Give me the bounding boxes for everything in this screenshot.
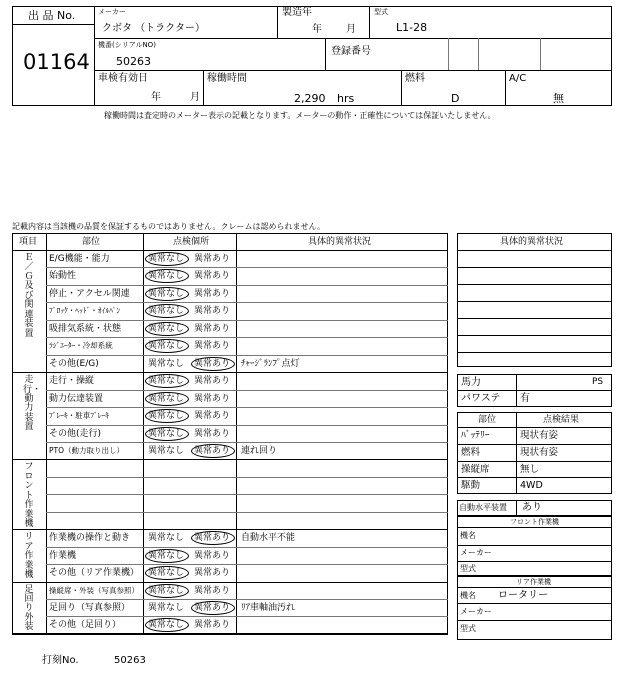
header-divider-year xyxy=(277,6,278,38)
check-ng-option: 異常あり xyxy=(194,271,231,282)
check-ng-option: 異常あり xyxy=(194,568,231,579)
result-circle xyxy=(145,566,189,580)
rear-implement-line xyxy=(457,620,612,621)
row-part-label: 操縦席・外装（写真参照） xyxy=(49,585,139,595)
detail-panel-line xyxy=(457,267,612,268)
table-col-line xyxy=(46,233,47,634)
header-divider-lot xyxy=(94,6,95,106)
table-row-line xyxy=(12,634,448,635)
check-value: 現状有姿 xyxy=(520,446,559,458)
result-circle xyxy=(145,409,189,423)
header-row-line-1 xyxy=(94,38,612,39)
header-divider-reg-2 xyxy=(448,38,449,70)
check-ok-option: 異常なし xyxy=(148,341,185,352)
table-col-line xyxy=(236,233,237,634)
check-value: 4WD xyxy=(520,480,543,492)
hours-unit: hrs xyxy=(337,92,355,105)
check-part-header: 部位 xyxy=(478,415,497,425)
rear-implement-title: リア作業機 xyxy=(516,578,551,586)
header-divider-reg-4 xyxy=(540,38,541,70)
check-line xyxy=(457,461,612,462)
rear-implement-line xyxy=(457,587,612,588)
check-ok-option: 異常なし xyxy=(148,376,185,387)
table-row-line xyxy=(12,372,448,373)
front-maker-label: メーカー xyxy=(460,548,492,557)
month-unit: 月 xyxy=(346,24,356,35)
table-row-line xyxy=(46,355,448,356)
check-ng-option: 異常あり xyxy=(194,428,231,439)
front-implement-title: フロント作業機 xyxy=(510,518,559,526)
check-line xyxy=(457,427,612,428)
header-divider-reg xyxy=(325,38,326,70)
row-detail: 連れ回り xyxy=(241,445,278,456)
check-label: ﾊﾞｯﾃﾘｰ xyxy=(461,430,490,441)
row-part-label: 停止・アクセル関連 xyxy=(49,288,130,299)
row-part-label: E/G機能・能力 xyxy=(49,254,110,264)
header-divider-ac xyxy=(505,70,506,106)
year-label: 製造年 xyxy=(282,7,312,18)
inspection-label: 車検有効日 xyxy=(98,73,148,84)
header-frame xyxy=(12,6,612,106)
power-steering-value: 有 xyxy=(520,393,530,404)
rear-name-value: ロータリー xyxy=(498,590,548,601)
check-ng-option: 異常あり xyxy=(194,620,231,631)
row-detail: ﾁｬｰｼﾞﾗﾝﾌﾟ点灯 xyxy=(241,358,300,369)
detail-panel-line xyxy=(457,318,612,319)
row-part-label: 走行・操縦 xyxy=(49,376,95,387)
check-ok-option: 異常なし xyxy=(148,568,185,579)
table-row-line xyxy=(46,599,448,600)
check-label: 駆動 xyxy=(461,480,481,492)
inspection-year-unit: 年 xyxy=(151,92,161,103)
lot-number-label: 出 品 No. xyxy=(28,9,76,22)
rear-implement-line xyxy=(457,603,612,604)
row-part-label: ﾌﾞﾛｯｸ・ﾍｯﾄﾞ・ｵｲﾙﾊﾟﾝ xyxy=(49,306,121,316)
model-value: L1-28 xyxy=(396,21,428,34)
table-row-line xyxy=(46,302,448,303)
front-name-label: 機名 xyxy=(460,531,476,540)
stamp-label: 打刻No. xyxy=(42,655,79,666)
detail-panel-line xyxy=(457,250,612,251)
check-ng-option: 異常あり xyxy=(194,533,231,544)
row-part-label: ﾗｼﾞｴｰﾀｰ・冷却系統 xyxy=(49,341,113,351)
hours-value: 2,290 xyxy=(294,92,326,105)
fuel-value: D xyxy=(451,92,460,105)
check-ng-option: 異常あり xyxy=(194,358,231,369)
group-label: フロント作業機 xyxy=(24,462,34,530)
result-circle xyxy=(191,444,235,458)
spec-line xyxy=(457,390,612,391)
check-ng-option: 異常あり xyxy=(194,254,231,264)
table-row-line xyxy=(46,477,448,478)
col-item-header: 項目 xyxy=(19,237,38,247)
col-part-header: 部位 xyxy=(82,237,101,247)
row-part-label: 作業機 xyxy=(49,550,77,561)
header-divider-fuel xyxy=(401,70,402,106)
table-row-line xyxy=(46,320,448,321)
group-label: リア作業機 xyxy=(24,532,34,580)
header-divider-reg-3 xyxy=(478,38,479,70)
hp-label: 馬力 xyxy=(461,377,481,388)
row-part-label: 始動性 xyxy=(49,271,77,282)
front-implement-line xyxy=(457,545,612,546)
table-row-line xyxy=(46,547,448,548)
check-ok-option: 異常なし xyxy=(148,393,185,404)
check-ng-option: 異常あり xyxy=(194,323,231,334)
registration-label: 登録番号 xyxy=(331,46,371,57)
table-col-line xyxy=(143,233,144,634)
group-label: 足回り外装 xyxy=(24,584,34,633)
group-label: Ｅ／Ｇ及び関連装置 xyxy=(24,253,34,339)
auto-level-label: 自動水平装置 xyxy=(459,503,507,512)
front-model-label: 型式 xyxy=(460,564,476,573)
row-part-label: 足回り（写真参照） xyxy=(49,603,131,613)
ac-value: 無 xyxy=(553,92,564,105)
check-ok-option: 異常なし xyxy=(148,550,185,561)
hours-label: 稼働時間 xyxy=(207,73,247,84)
rear-name-label: 機名 xyxy=(460,591,476,600)
rear-maker-label: メーカー xyxy=(460,607,492,616)
check-value: 現状有姿 xyxy=(520,430,559,441)
result-circle xyxy=(145,584,189,598)
detail-panel-line xyxy=(457,284,612,285)
check-ok-option: 異常なし xyxy=(148,428,185,439)
row-detail: 自動水平不能 xyxy=(241,533,296,544)
check-ok-option: 異常なし xyxy=(148,306,185,317)
row-part-label: 動力伝達装置 xyxy=(49,393,104,404)
check-ng-option: 異常あり xyxy=(194,603,231,613)
check-ok-option: 異常なし xyxy=(148,533,185,544)
hp-value: PS xyxy=(592,377,604,387)
table-row-line xyxy=(12,459,448,460)
table-row-line xyxy=(46,425,448,426)
ac-label: A/C xyxy=(509,73,527,84)
check-ng-option: 異常あり xyxy=(194,306,231,317)
lot-number: 01164 xyxy=(23,50,90,74)
table-row-line xyxy=(46,267,448,268)
check-ok-option: 異常なし xyxy=(148,603,185,613)
detail-panel-line xyxy=(457,352,612,353)
check-ng-option: 異常あり xyxy=(194,288,231,299)
check-ok-option: 異常なし xyxy=(148,445,185,456)
fuel-label: 燃料 xyxy=(405,73,425,84)
maker-value: クボタ （トラクター） xyxy=(102,23,205,34)
power-steering-label: パワステ xyxy=(461,393,501,404)
serial-value: 50263 xyxy=(116,55,151,68)
check-ng-option: 異常あり xyxy=(194,585,231,596)
row-part-label: 吸排気系統・状態 xyxy=(49,323,122,334)
check-col-line xyxy=(516,412,517,494)
stamp-value: 50263 xyxy=(114,655,146,666)
row-detail: ﾘｱ車軸油汚れ xyxy=(241,603,296,613)
table-row-line xyxy=(46,494,448,495)
result-circle xyxy=(145,427,189,441)
table-header-line xyxy=(12,250,448,251)
check-result-header: 点検結果 xyxy=(543,415,580,425)
table-row-line xyxy=(12,582,448,583)
front-implement-line xyxy=(457,561,612,562)
check-line xyxy=(457,444,612,445)
check-ok-option: 異常なし xyxy=(148,585,185,596)
check-ng-option: 異常あり xyxy=(194,550,231,561)
row-part-label: その他（足回り） xyxy=(49,620,122,631)
result-circle xyxy=(145,252,189,266)
result-circle xyxy=(191,601,235,615)
check-line xyxy=(457,477,612,478)
maker-label: メーカー xyxy=(98,8,126,16)
check-ng-option: 異常あり xyxy=(194,393,231,404)
auto-level-col-line xyxy=(516,500,517,516)
row-part-label: その他(走行) xyxy=(49,428,102,439)
detail-panel xyxy=(457,233,612,367)
hours-note: 稼働時間は査定時のメーター表示の記載となります。メーターの動作・正確性については保証いたしません。 xyxy=(104,111,496,120)
check-ng-option: 異常あり xyxy=(194,341,231,352)
result-circle xyxy=(145,322,189,336)
check-ok-option: 異常なし xyxy=(148,271,185,282)
table-row-line xyxy=(46,442,448,443)
serial-label: 機番(シリアルNO) xyxy=(98,41,156,49)
auto-level-value: あり xyxy=(522,502,542,513)
check-ok-option: 異常なし xyxy=(148,620,185,631)
result-circle xyxy=(145,287,189,301)
table-row-line xyxy=(46,616,448,617)
check-ng-option: 異常あり xyxy=(194,411,231,422)
header-lot-line xyxy=(12,24,94,25)
group-label: 走行・動力装置 xyxy=(23,375,42,433)
detail-panel-line xyxy=(457,335,612,336)
table-row-line xyxy=(12,529,448,530)
result-circle xyxy=(145,392,189,406)
check-ok-option: 異常なし xyxy=(148,323,185,334)
check-ok-option: 異常なし xyxy=(148,411,185,422)
check-ok-option: 異常なし xyxy=(148,254,185,264)
table-row-line xyxy=(46,564,448,565)
front-implement-line xyxy=(457,527,612,528)
row-part-label: ﾌﾞﾚｰｷ・駐車ﾌﾞﾚｰｷ xyxy=(49,411,109,421)
result-circle xyxy=(145,549,189,563)
table-row-line xyxy=(46,285,448,286)
row-part-label: 作業機の操作と動き xyxy=(49,533,131,544)
check-label: 操縦席 xyxy=(461,463,490,475)
row-part-label: その他（リア作業機） xyxy=(49,568,140,579)
col-check-header: 点検個所 xyxy=(173,237,210,247)
table-row-line xyxy=(46,390,448,391)
rear-model-label: 型式 xyxy=(460,624,476,633)
row-part-label: PTO（動力取り出し） xyxy=(49,445,125,455)
check-ng-option: 異常あり xyxy=(194,376,231,387)
table-row-line xyxy=(46,407,448,408)
check-value: 無し xyxy=(520,463,540,475)
col-detail-header: 具体的異常状況 xyxy=(308,237,372,247)
check-ng-option: 異常あり xyxy=(194,445,231,456)
check-label: 燃料 xyxy=(461,446,481,458)
header-row-line-2 xyxy=(94,70,612,71)
check-ok-option: 異常なし xyxy=(148,288,185,299)
spec-col-line xyxy=(516,374,517,407)
disclaimer: 記載内容は当該機の品質を保証するものではありません。クレームは認められません。 xyxy=(12,222,325,231)
check-ok-option: 異常なし xyxy=(148,358,185,369)
table-row-line xyxy=(46,337,448,338)
year-unit: 年 xyxy=(312,24,322,35)
detail-panel-header: 具体的異常状況 xyxy=(500,237,564,247)
header-divider-hours xyxy=(203,70,204,106)
model-label: 型式 xyxy=(374,8,388,16)
header-divider-model xyxy=(369,6,370,38)
row-part-label: その他(E/G) xyxy=(49,358,99,369)
result-circle xyxy=(191,357,235,371)
inspection-month-unit: 月 xyxy=(190,92,200,103)
detail-panel-line xyxy=(457,301,612,302)
table-row-line xyxy=(46,512,448,513)
